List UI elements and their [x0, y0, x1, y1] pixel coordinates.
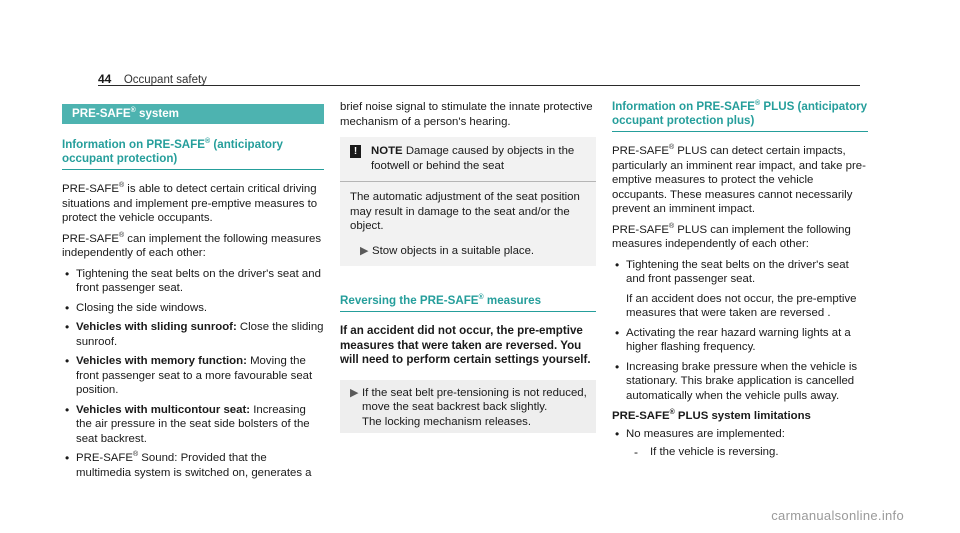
paragraph: PRE-SAFE® PLUS can detect certain impacts, particularly an imminent rear impact, and take pre-emptive measures to protect the vehicle occupants. These measures cannot necessarily prevent an imminent impact.: [612, 144, 866, 215]
paragraph: PRE-SAFE® can implement the following measures independently of each other:: [62, 231, 322, 259]
chapter-title: Occupant safety: [123, 74, 207, 86]
note-header: [340, 144, 596, 182]
paragraph: PRE-SAFE® is able to detect certain critical driving situations and implement pre-emptive measures to protect the vehicle occupants.: [62, 182, 318, 224]
list-item: • Closing the side windows.: [62, 301, 324, 316]
note-box: [340, 137, 596, 266]
column-1: [62, 100, 324, 486]
list-item: • No measures are implemented: - If the vehicle is reversing.: [612, 427, 868, 460]
list-item: • Vehicles with memory function: Moving the front passenger seat to a more favourable seat position.: [62, 354, 324, 398]
page-number: 44: [98, 72, 112, 86]
arrow-right-icon: ▶: [350, 386, 359, 399]
heading-reversing-measures: Reversing the PRE-SAFE® measures: [340, 294, 596, 312]
condition-text: If an accident did not occur, the pre-emptive measures that were taken are reversed. You will need to perform certain settings yourself.: [340, 324, 591, 366]
section-bar-pre-safe-system: PRE-SAFE® system: [62, 104, 324, 124]
note-title: Damage caused by objects in the footwell or behind the seat: [371, 145, 575, 172]
note-label: NOTE: [371, 145, 403, 157]
limits-list: [612, 427, 868, 460]
note-body: The automatic adjustment of the seat position may result in damage to the seat and/or the object.: [350, 191, 580, 232]
measures-list: [62, 267, 324, 481]
limits-sublist: [626, 445, 868, 460]
paragraph-continued: brief noise signal to stimulate the innate protective mechanism of a person's hearing.: [340, 101, 593, 128]
list-item: • Activating the rear hazard warning lights at a higher flashing frequency.: [612, 326, 868, 355]
watermark-text: carmanualsonline.info: [771, 508, 904, 523]
heading-pre-safe-plus-info: Information on PRE-SAFE® PLUS (anticipatory occupant protection plus): [612, 100, 868, 132]
list-item: • Vehicles with sliding sunroof: Close the sliding sunroof.: [62, 320, 324, 349]
paragraph: PRE-SAFE® PLUS can implement the following measures independently of each other:: [612, 222, 851, 250]
list-item: • Increasing brake pressure when the vehicle is stationary. This brake application is cancelled automatically when the vehicle pulls away.: [612, 360, 868, 404]
list-item: • Tightening the seat belts on the driver's seat and front passenger seat.: [62, 267, 324, 296]
note-action: ▶ Stow objects in a suitable place.: [350, 244, 586, 259]
list-item: - If the vehicle is reversing.: [626, 445, 868, 460]
plus-measures-list: [612, 258, 868, 404]
list-item: • Vehicles with multicontour seat: Increasing the air pressure in the seat side bolsters of the seat backrest.: [62, 403, 324, 447]
header-rule: [98, 85, 860, 86]
column-2: [340, 100, 596, 439]
instruction-step: ▶ If the seat belt pre-tensioning is not reduced, move the seat backrest back slightly. The locking mechanism releases.: [340, 380, 596, 434]
list-item: • PRE-SAFE® Sound: Provided that the multimedia system is switched on, generates a: [62, 451, 324, 480]
limits-heading: PRE-SAFE® PLUS system limitations: [612, 409, 811, 422]
page-header: [98, 70, 858, 88]
exclamation-icon: !: [350, 145, 361, 158]
arrow-right-icon: ▶: [360, 244, 369, 257]
heading-pre-safe-info: Information on PRE-SAFE® (anticipatory occupant protection): [62, 138, 324, 170]
list-item: • Tightening the seat belts on the driver's seat and front passenger seat. If an accident does not occur, the pre-emptive measures that were taken are reversed .: [612, 258, 868, 321]
column-3: [612, 100, 868, 466]
